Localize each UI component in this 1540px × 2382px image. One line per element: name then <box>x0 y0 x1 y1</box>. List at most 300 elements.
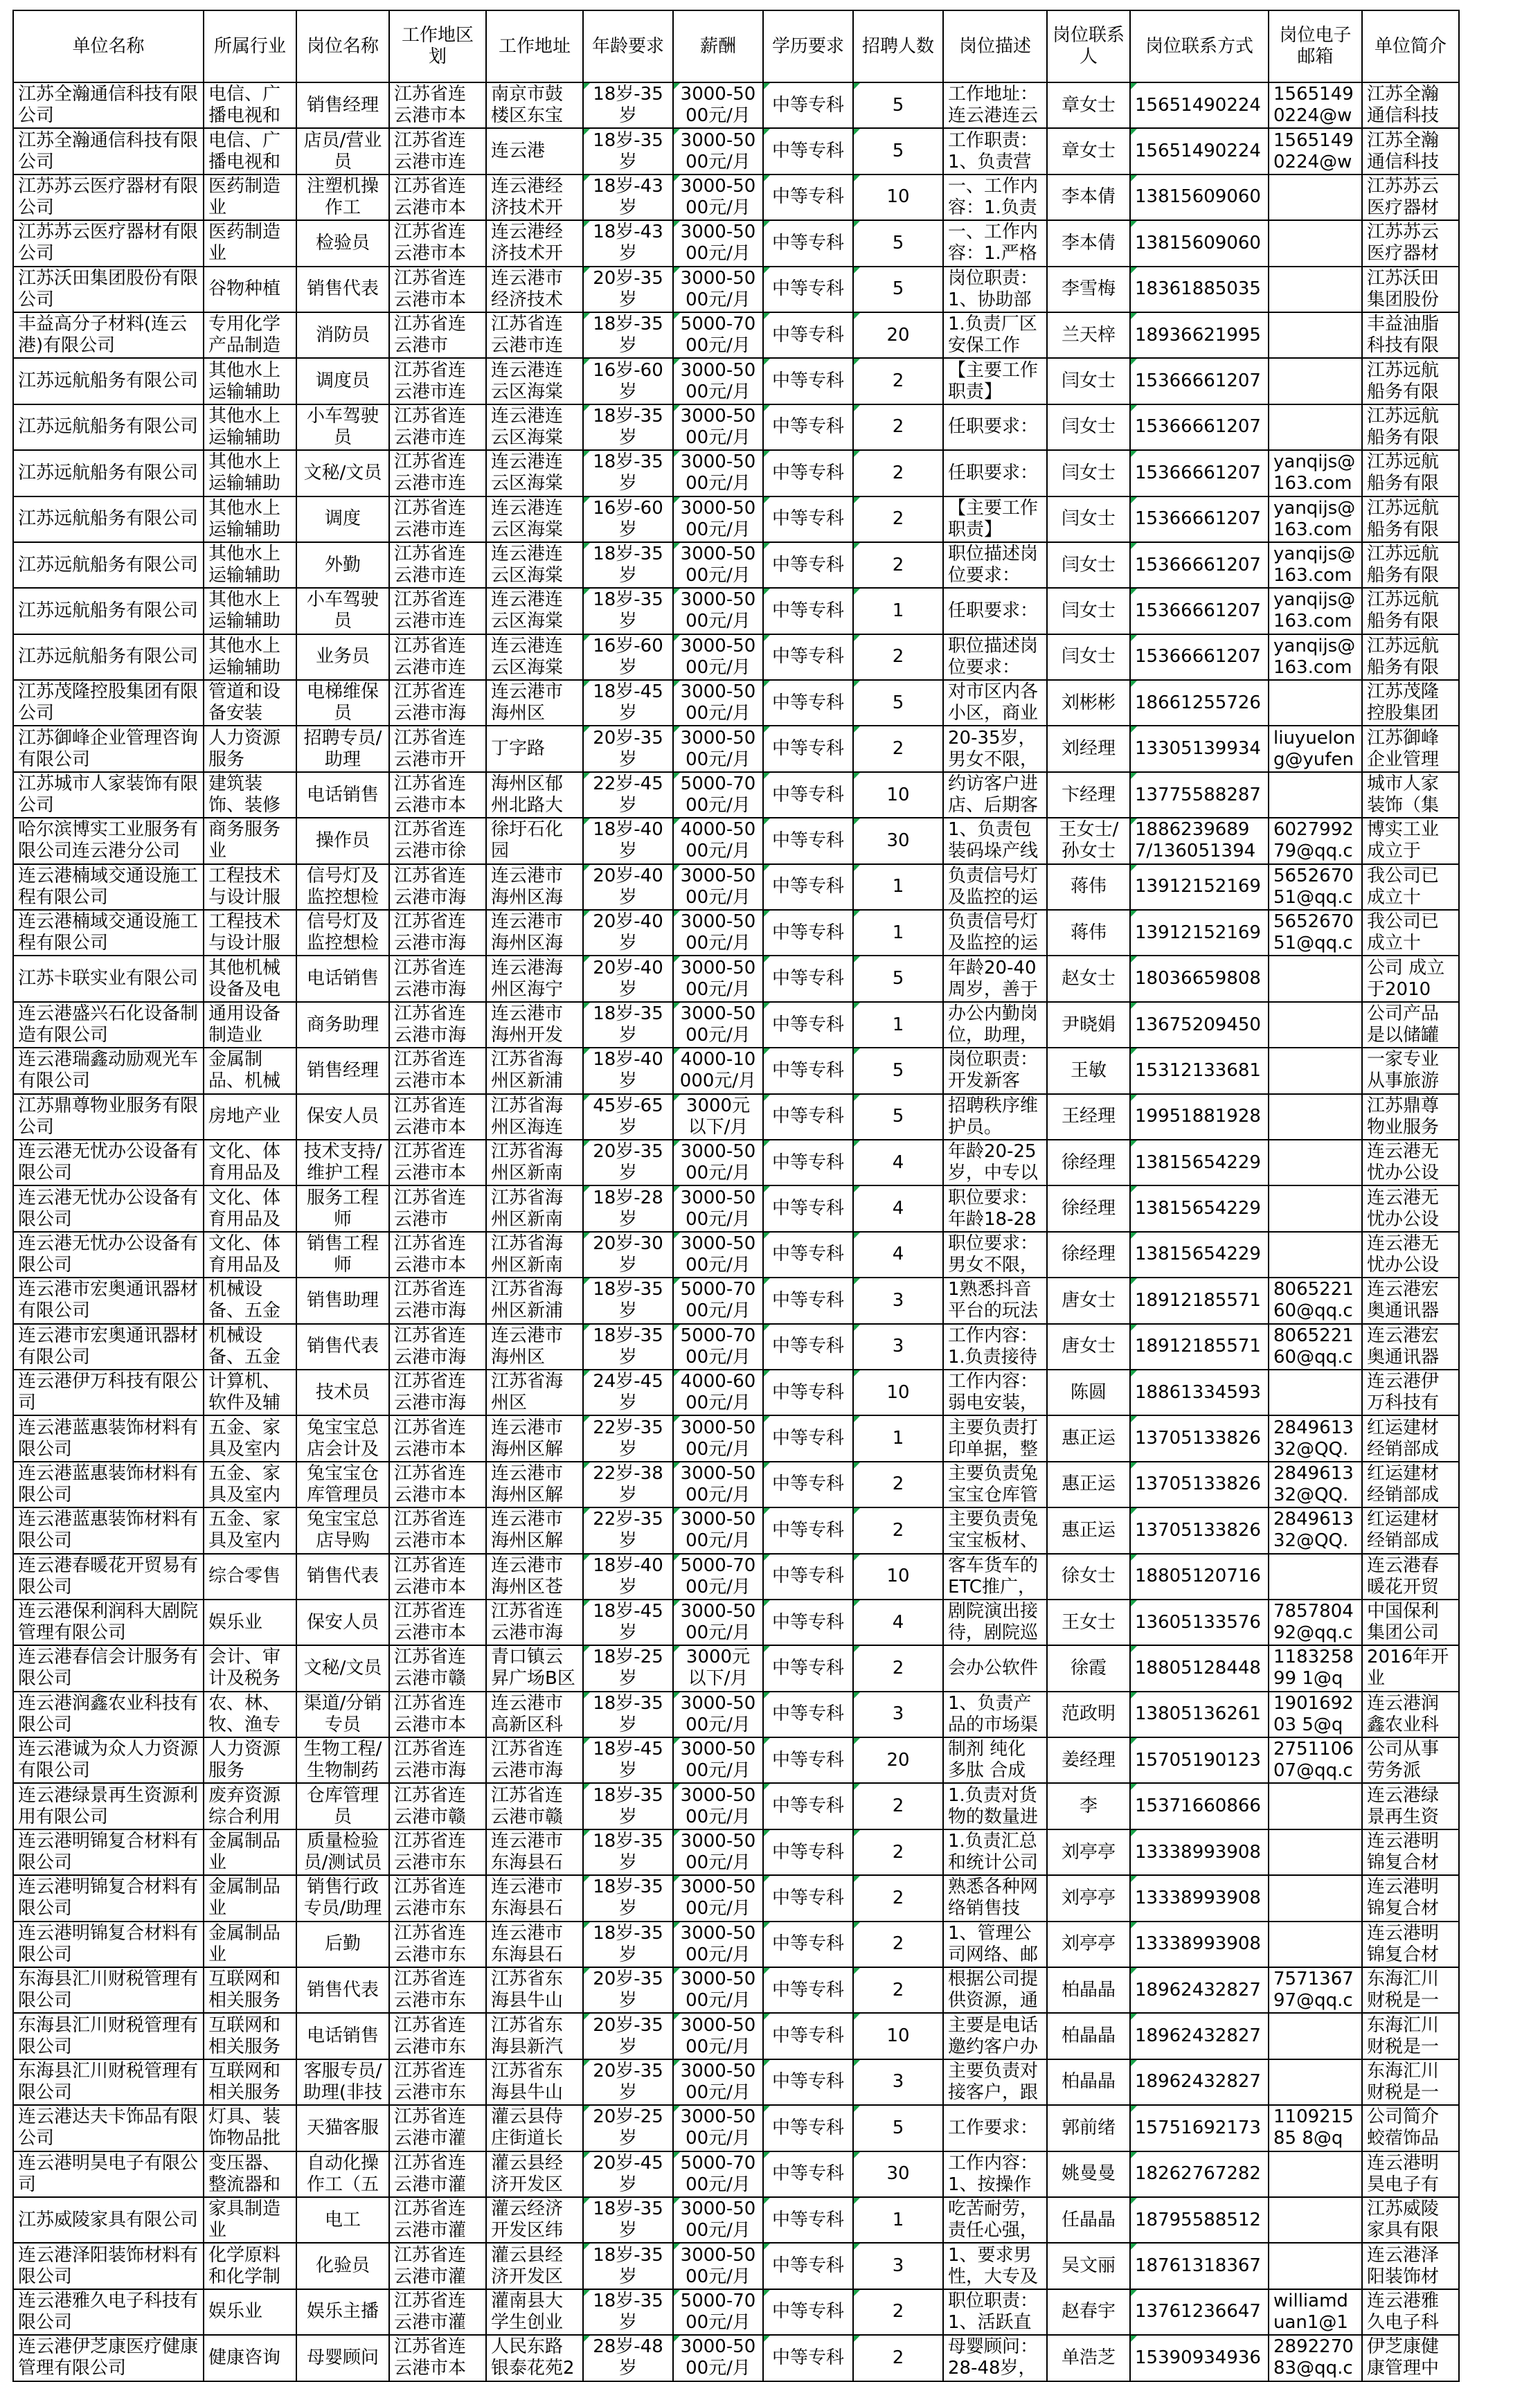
salary-cell[interactable] <box>673 450 763 496</box>
address-cell[interactable] <box>486 864 583 910</box>
education-cell[interactable] <box>763 1415 853 1461</box>
company-cell[interactable] <box>13 910 204 956</box>
position-cell[interactable] <box>296 1185 389 1231</box>
phone-cell[interactable] <box>1130 1737 1269 1783</box>
age-cell[interactable] <box>583 1875 673 1921</box>
education-cell[interactable] <box>763 726 853 771</box>
age-cell[interactable] <box>583 1140 673 1185</box>
headcount-cell[interactable] <box>853 1370 943 1415</box>
address-cell[interactable] <box>486 956 583 1001</box>
position-cell[interactable] <box>296 864 389 910</box>
column-header[interactable]: 岗位联系人 <box>1047 10 1130 82</box>
industry-cell[interactable] <box>204 1737 296 1783</box>
industry-cell[interactable] <box>204 82 296 128</box>
address-cell[interactable] <box>486 726 583 771</box>
intro-cell[interactable] <box>1362 2197 1459 2243</box>
position-cell[interactable] <box>296 1370 389 1415</box>
region-cell[interactable] <box>389 1554 486 1600</box>
headcount-cell[interactable] <box>853 312 943 358</box>
salary-cell[interactable] <box>673 726 763 771</box>
region-cell[interactable] <box>389 772 486 818</box>
age-cell[interactable] <box>583 220 673 266</box>
phone-cell[interactable] <box>1130 542 1269 588</box>
age-cell[interactable] <box>583 680 673 726</box>
email-cell[interactable] <box>1269 1737 1362 1783</box>
industry-cell[interactable] <box>204 956 296 1001</box>
industry-cell[interactable] <box>204 1370 296 1415</box>
headcount-cell[interactable] <box>853 2289 943 2335</box>
phone-cell[interactable] <box>1130 2105 1269 2151</box>
address-cell[interactable] <box>486 2059 583 2105</box>
description-cell[interactable] <box>943 1462 1047 1507</box>
contact-cell[interactable] <box>1047 2289 1130 2335</box>
region-cell[interactable] <box>389 2335 486 2381</box>
salary-cell[interactable] <box>673 772 763 818</box>
address-cell[interactable] <box>486 1370 583 1415</box>
contact-cell[interactable] <box>1047 1875 1130 1921</box>
phone-cell[interactable] <box>1130 1370 1269 1415</box>
email-cell[interactable] <box>1269 312 1362 358</box>
headcount-cell[interactable] <box>853 726 943 771</box>
salary-cell[interactable] <box>673 818 763 863</box>
age-cell[interactable] <box>583 2059 673 2105</box>
phone-cell[interactable] <box>1130 910 1269 956</box>
contact-cell[interactable] <box>1047 128 1130 174</box>
industry-cell[interactable] <box>204 1507 296 1553</box>
company-cell[interactable] <box>13 358 204 404</box>
contact-cell[interactable] <box>1047 542 1130 588</box>
address-cell[interactable] <box>486 1600 583 1645</box>
education-cell[interactable] <box>763 818 853 863</box>
address-cell[interactable] <box>486 818 583 863</box>
description-cell[interactable] <box>943 634 1047 680</box>
address-cell[interactable] <box>486 588 583 634</box>
salary-cell[interactable] <box>673 2105 763 2151</box>
contact-cell[interactable] <box>1047 312 1130 358</box>
region-cell[interactable] <box>389 358 486 404</box>
industry-cell[interactable] <box>204 1600 296 1645</box>
phone-cell[interactable] <box>1130 82 1269 128</box>
headcount-cell[interactable] <box>853 1783 943 1829</box>
contact-cell[interactable] <box>1047 2243 1130 2289</box>
description-cell[interactable] <box>943 404 1047 450</box>
address-cell[interactable] <box>486 1829 583 1875</box>
email-cell[interactable] <box>1269 1370 1362 1415</box>
description-cell[interactable] <box>943 680 1047 726</box>
company-cell[interactable] <box>13 680 204 726</box>
intro-cell[interactable] <box>1362 1140 1459 1185</box>
salary-cell[interactable] <box>673 1002 763 1048</box>
phone-cell[interactable] <box>1130 450 1269 496</box>
company-cell[interactable] <box>13 864 204 910</box>
salary-cell[interactable] <box>673 1967 763 2013</box>
industry-cell[interactable] <box>204 450 296 496</box>
region-cell[interactable] <box>389 1324 486 1370</box>
position-cell[interactable] <box>296 2335 389 2381</box>
education-cell[interactable] <box>763 312 853 358</box>
age-cell[interactable] <box>583 1554 673 1600</box>
description-cell[interactable] <box>943 2335 1047 2381</box>
intro-cell[interactable] <box>1362 542 1459 588</box>
description-cell[interactable] <box>943 2197 1047 2243</box>
description-cell[interactable] <box>943 220 1047 266</box>
email-cell[interactable] <box>1269 2197 1362 2243</box>
contact-cell[interactable] <box>1047 1094 1130 1140</box>
description-cell[interactable] <box>943 1692 1047 1737</box>
education-cell[interactable] <box>763 2105 853 2151</box>
phone-cell[interactable] <box>1130 1645 1269 1691</box>
industry-cell[interactable] <box>204 1875 296 1921</box>
address-cell[interactable] <box>486 1140 583 1185</box>
description-cell[interactable] <box>943 818 1047 863</box>
address-cell[interactable] <box>486 450 583 496</box>
salary-cell[interactable] <box>673 1645 763 1691</box>
description-cell[interactable] <box>943 1415 1047 1461</box>
age-cell[interactable] <box>583 588 673 634</box>
phone-cell[interactable] <box>1130 404 1269 450</box>
region-cell[interactable] <box>389 450 486 496</box>
position-cell[interactable] <box>296 1829 389 1875</box>
company-cell[interactable] <box>13 2335 204 2381</box>
email-cell[interactable] <box>1269 542 1362 588</box>
company-cell[interactable] <box>13 1967 204 2013</box>
address-cell[interactable] <box>486 1324 583 1370</box>
age-cell[interactable] <box>583 2013 673 2059</box>
phone-cell[interactable] <box>1130 2335 1269 2381</box>
age-cell[interactable] <box>583 450 673 496</box>
salary-cell[interactable] <box>673 1875 763 1921</box>
address-cell[interactable] <box>486 1875 583 1921</box>
salary-cell[interactable] <box>673 1737 763 1783</box>
contact-cell[interactable] <box>1047 174 1130 220</box>
education-cell[interactable] <box>763 128 853 174</box>
phone-cell[interactable] <box>1130 1232 1269 1278</box>
position-cell[interactable] <box>296 1462 389 1507</box>
education-cell[interactable] <box>763 496 853 542</box>
address-cell[interactable] <box>486 1737 583 1783</box>
address-cell[interactable] <box>486 1783 583 1829</box>
education-cell[interactable] <box>763 1829 853 1875</box>
contact-cell[interactable] <box>1047 2013 1130 2059</box>
region-cell[interactable] <box>389 2059 486 2105</box>
headcount-cell[interactable] <box>853 634 943 680</box>
region-cell[interactable] <box>389 1875 486 1921</box>
industry-cell[interactable] <box>204 358 296 404</box>
intro-cell[interactable] <box>1362 2151 1459 2197</box>
contact-cell[interactable] <box>1047 1185 1130 1231</box>
salary-cell[interactable] <box>673 2289 763 2335</box>
salary-cell[interactable] <box>673 2013 763 2059</box>
salary-cell[interactable] <box>673 1922 763 1967</box>
salary-cell[interactable] <box>673 1415 763 1461</box>
company-cell[interactable] <box>13 956 204 1001</box>
contact-cell[interactable] <box>1047 1967 1130 2013</box>
company-cell[interactable] <box>13 1600 204 1645</box>
region-cell[interactable] <box>389 2105 486 2151</box>
age-cell[interactable] <box>583 1415 673 1461</box>
contact-cell[interactable] <box>1047 864 1130 910</box>
industry-cell[interactable] <box>204 496 296 542</box>
intro-cell[interactable] <box>1362 726 1459 771</box>
description-cell[interactable] <box>943 2105 1047 2151</box>
address-cell[interactable] <box>486 1554 583 1600</box>
address-cell[interactable] <box>486 1645 583 1691</box>
headcount-cell[interactable] <box>853 588 943 634</box>
age-cell[interactable] <box>583 1048 673 1093</box>
contact-cell[interactable] <box>1047 1415 1130 1461</box>
company-cell[interactable] <box>13 1094 204 1140</box>
headcount-cell[interactable] <box>853 2013 943 2059</box>
industry-cell[interactable] <box>204 1002 296 1048</box>
email-cell[interactable] <box>1269 2059 1362 2105</box>
position-cell[interactable] <box>296 2243 389 2289</box>
intro-cell[interactable] <box>1362 1875 1459 1921</box>
position-cell[interactable] <box>296 1094 389 1140</box>
region-cell[interactable] <box>389 1829 486 1875</box>
intro-cell[interactable] <box>1362 1692 1459 1737</box>
address-cell[interactable] <box>486 174 583 220</box>
intro-cell[interactable] <box>1362 2105 1459 2151</box>
education-cell[interactable] <box>763 174 853 220</box>
headcount-cell[interactable] <box>853 2243 943 2289</box>
phone-cell[interactable] <box>1130 680 1269 726</box>
company-cell[interactable] <box>13 1415 204 1461</box>
age-cell[interactable] <box>583 1185 673 1231</box>
age-cell[interactable] <box>583 2243 673 2289</box>
phone-cell[interactable] <box>1130 1140 1269 1185</box>
region-cell[interactable] <box>389 496 486 542</box>
intro-cell[interactable] <box>1362 2289 1459 2335</box>
region-cell[interactable] <box>389 1415 486 1461</box>
phone-cell[interactable] <box>1130 1554 1269 1600</box>
company-cell[interactable] <box>13 1278 204 1323</box>
industry-cell[interactable] <box>204 2335 296 2381</box>
position-cell[interactable] <box>296 1232 389 1278</box>
email-cell[interactable] <box>1269 1507 1362 1553</box>
contact-cell[interactable] <box>1047 2335 1130 2381</box>
position-cell[interactable] <box>296 1600 389 1645</box>
company-cell[interactable] <box>13 1507 204 1553</box>
education-cell[interactable] <box>763 2197 853 2243</box>
email-cell[interactable] <box>1269 2243 1362 2289</box>
position-cell[interactable] <box>296 1002 389 1048</box>
salary-cell[interactable] <box>673 496 763 542</box>
company-cell[interactable] <box>13 1783 204 1829</box>
region-cell[interactable] <box>389 82 486 128</box>
region-cell[interactable] <box>389 864 486 910</box>
company-cell[interactable] <box>13 1554 204 1600</box>
company-cell[interactable] <box>13 1002 204 1048</box>
age-cell[interactable] <box>583 818 673 863</box>
column-header[interactable]: 岗位名称 <box>296 10 389 82</box>
position-cell[interactable] <box>296 1692 389 1737</box>
salary-cell[interactable] <box>673 358 763 404</box>
intro-cell[interactable] <box>1362 496 1459 542</box>
contact-cell[interactable] <box>1047 1462 1130 1507</box>
education-cell[interactable] <box>763 2013 853 2059</box>
description-cell[interactable] <box>943 1783 1047 1829</box>
position-cell[interactable] <box>296 174 389 220</box>
contact-cell[interactable] <box>1047 496 1130 542</box>
contact-cell[interactable] <box>1047 1554 1130 1600</box>
salary-cell[interactable] <box>673 2243 763 2289</box>
salary-cell[interactable] <box>673 1324 763 1370</box>
headcount-cell[interactable] <box>853 956 943 1001</box>
position-cell[interactable] <box>296 680 389 726</box>
position-cell[interactable] <box>296 772 389 818</box>
phone-cell[interactable] <box>1130 220 1269 266</box>
age-cell[interactable] <box>583 956 673 1001</box>
column-header[interactable]: 年龄要求 <box>583 10 673 82</box>
email-cell[interactable] <box>1269 1048 1362 1093</box>
contact-cell[interactable] <box>1047 2197 1130 2243</box>
email-cell[interactable] <box>1269 772 1362 818</box>
description-cell[interactable] <box>943 956 1047 1001</box>
position-cell[interactable] <box>296 1324 389 1370</box>
contact-cell[interactable] <box>1047 2151 1130 2197</box>
description-cell[interactable] <box>943 2151 1047 2197</box>
headcount-cell[interactable] <box>853 496 943 542</box>
email-cell[interactable] <box>1269 680 1362 726</box>
education-cell[interactable] <box>763 404 853 450</box>
position-cell[interactable] <box>296 82 389 128</box>
intro-cell[interactable] <box>1362 2013 1459 2059</box>
intro-cell[interactable] <box>1362 634 1459 680</box>
region-cell[interactable] <box>389 818 486 863</box>
email-cell[interactable] <box>1269 1922 1362 1967</box>
salary-cell[interactable] <box>673 588 763 634</box>
contact-cell[interactable] <box>1047 1324 1130 1370</box>
headcount-cell[interactable] <box>853 128 943 174</box>
industry-cell[interactable] <box>204 680 296 726</box>
email-cell[interactable] <box>1269 726 1362 771</box>
company-cell[interactable] <box>13 1737 204 1783</box>
industry-cell[interactable] <box>204 2289 296 2335</box>
position-cell[interactable] <box>296 404 389 450</box>
description-cell[interactable] <box>943 450 1047 496</box>
industry-cell[interactable] <box>204 772 296 818</box>
intro-cell[interactable] <box>1362 910 1459 956</box>
position-cell[interactable] <box>296 2013 389 2059</box>
headcount-cell[interactable] <box>853 220 943 266</box>
region-cell[interactable] <box>389 1278 486 1323</box>
phone-cell[interactable] <box>1130 1048 1269 1093</box>
email-cell[interactable] <box>1269 1600 1362 1645</box>
salary-cell[interactable] <box>673 2335 763 2381</box>
age-cell[interactable] <box>583 1967 673 2013</box>
region-cell[interactable] <box>389 1600 486 1645</box>
education-cell[interactable] <box>763 2335 853 2381</box>
company-cell[interactable] <box>13 174 204 220</box>
contact-cell[interactable] <box>1047 450 1130 496</box>
contact-cell[interactable] <box>1047 404 1130 450</box>
column-header[interactable]: 岗位描述 <box>943 10 1047 82</box>
region-cell[interactable] <box>389 1462 486 1507</box>
description-cell[interactable] <box>943 267 1047 312</box>
intro-cell[interactable] <box>1362 864 1459 910</box>
intro-cell[interactable] <box>1362 956 1459 1001</box>
region-cell[interactable] <box>389 1140 486 1185</box>
industry-cell[interactable] <box>204 1048 296 1093</box>
description-cell[interactable] <box>943 1232 1047 1278</box>
address-cell[interactable] <box>486 1002 583 1048</box>
region-cell[interactable] <box>389 1967 486 2013</box>
phone-cell[interactable] <box>1130 2151 1269 2197</box>
phone-cell[interactable] <box>1130 2197 1269 2243</box>
company-cell[interactable] <box>13 2289 204 2335</box>
email-cell[interactable] <box>1269 1829 1362 1875</box>
company-cell[interactable] <box>13 1370 204 1415</box>
company-cell[interactable] <box>13 2105 204 2151</box>
region-cell[interactable] <box>389 1094 486 1140</box>
age-cell[interactable] <box>583 1278 673 1323</box>
description-cell[interactable] <box>943 1922 1047 1967</box>
description-cell[interactable] <box>943 542 1047 588</box>
company-cell[interactable] <box>13 818 204 863</box>
industry-cell[interactable] <box>204 864 296 910</box>
email-cell[interactable] <box>1269 1967 1362 2013</box>
email-cell[interactable] <box>1269 2289 1362 2335</box>
education-cell[interactable] <box>763 2151 853 2197</box>
age-cell[interactable] <box>583 1783 673 1829</box>
industry-cell[interactable] <box>204 726 296 771</box>
contact-cell[interactable] <box>1047 1140 1130 1185</box>
company-cell[interactable] <box>13 1645 204 1691</box>
industry-cell[interactable] <box>204 2151 296 2197</box>
headcount-cell[interactable] <box>853 1922 943 1967</box>
email-cell[interactable] <box>1269 220 1362 266</box>
salary-cell[interactable] <box>673 1048 763 1093</box>
position-cell[interactable] <box>296 1554 389 1600</box>
age-cell[interactable] <box>583 1232 673 1278</box>
education-cell[interactable] <box>763 1048 853 1093</box>
industry-cell[interactable] <box>204 1645 296 1691</box>
intro-cell[interactable] <box>1362 1278 1459 1323</box>
address-cell[interactable] <box>486 404 583 450</box>
position-cell[interactable] <box>296 1783 389 1829</box>
age-cell[interactable] <box>583 1692 673 1737</box>
age-cell[interactable] <box>583 128 673 174</box>
intro-cell[interactable] <box>1362 358 1459 404</box>
age-cell[interactable] <box>583 1002 673 1048</box>
headcount-cell[interactable] <box>853 2151 943 2197</box>
headcount-cell[interactable] <box>853 1967 943 2013</box>
contact-cell[interactable] <box>1047 910 1130 956</box>
address-cell[interactable] <box>486 1692 583 1737</box>
salary-cell[interactable] <box>673 680 763 726</box>
company-cell[interactable] <box>13 2197 204 2243</box>
position-cell[interactable] <box>296 312 389 358</box>
phone-cell[interactable] <box>1130 1185 1269 1231</box>
education-cell[interactable] <box>763 1783 853 1829</box>
address-cell[interactable] <box>486 2289 583 2335</box>
description-cell[interactable] <box>943 1737 1047 1783</box>
description-cell[interactable] <box>943 1048 1047 1093</box>
region-cell[interactable] <box>389 956 486 1001</box>
age-cell[interactable] <box>583 910 673 956</box>
salary-cell[interactable] <box>673 1370 763 1415</box>
description-cell[interactable] <box>943 128 1047 174</box>
company-cell[interactable] <box>13 634 204 680</box>
company-cell[interactable] <box>13 1232 204 1278</box>
contact-cell[interactable] <box>1047 1829 1130 1875</box>
age-cell[interactable] <box>583 2289 673 2335</box>
education-cell[interactable] <box>763 1370 853 1415</box>
headcount-cell[interactable] <box>853 542 943 588</box>
age-cell[interactable] <box>583 1645 673 1691</box>
company-cell[interactable] <box>13 1922 204 1967</box>
position-cell[interactable] <box>296 1415 389 1461</box>
